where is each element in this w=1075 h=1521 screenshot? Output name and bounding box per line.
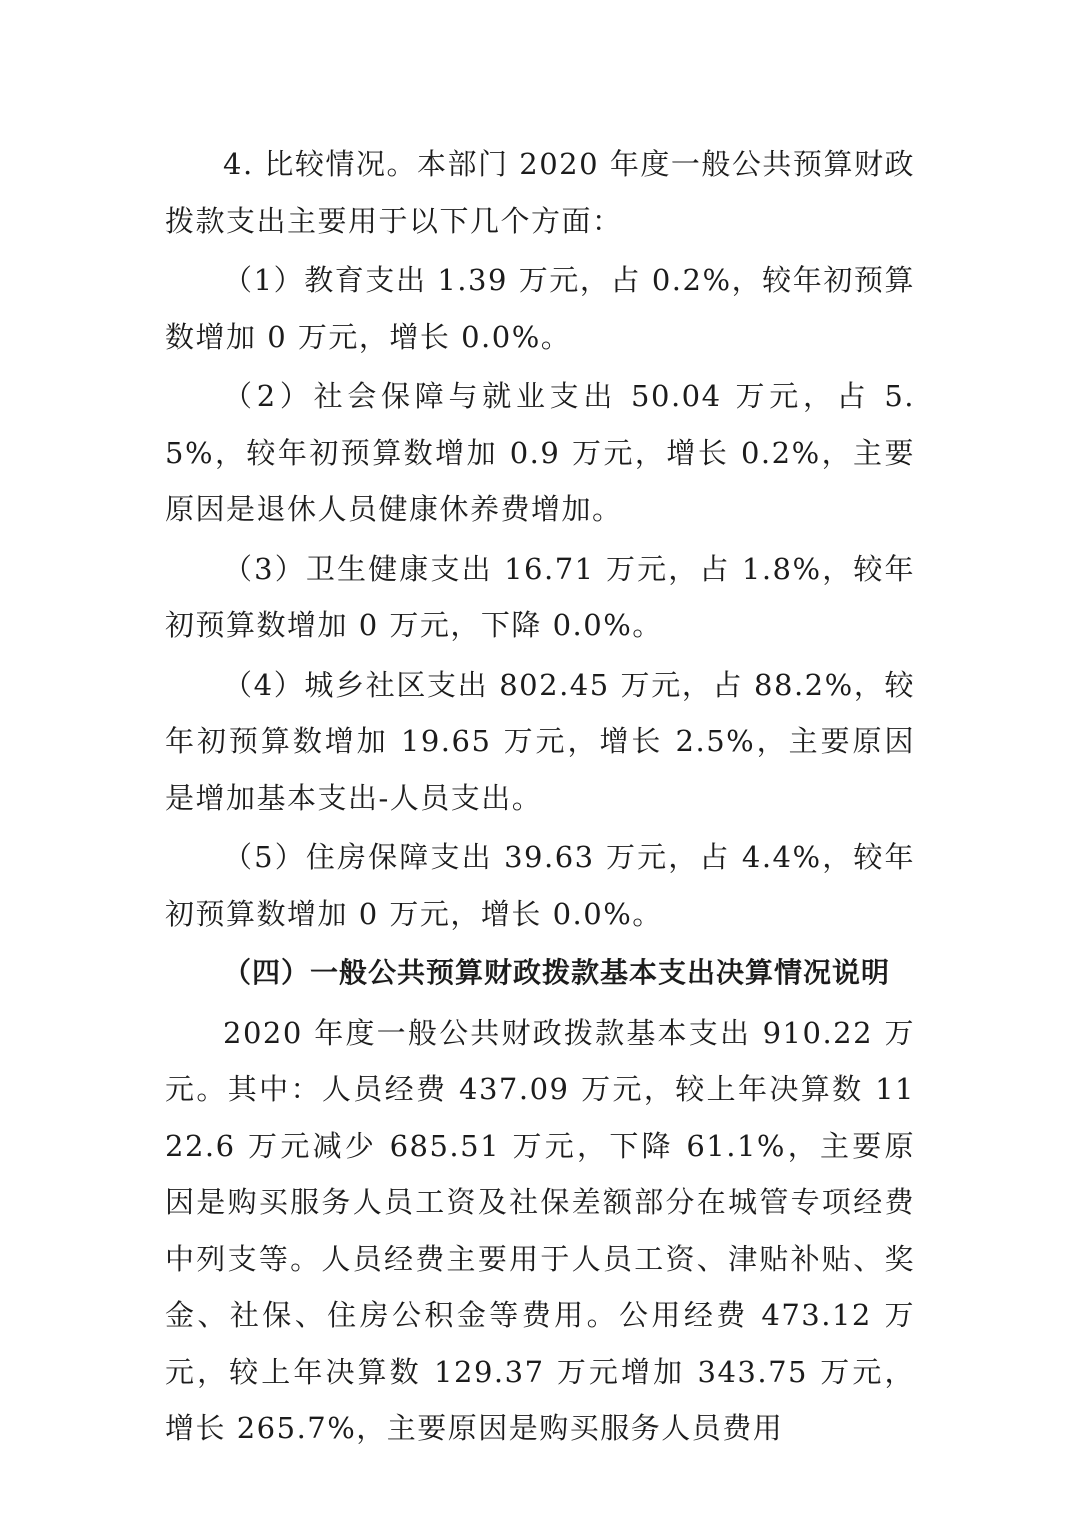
document-body — [165, 136, 915, 1460]
paragraph-social-security-expense: （2）社会保障与就业支出 50.04 万元，占 5.5%，较年初预算数增加 0.9 万元，增长 0.2%，主要原因是退休人员健康休养费增加。 — [165, 379, 915, 526]
paragraph-housing-expense: （5）住房保障支出 39.63 万元，占 4.4%，较年初预算数增加 0 万元，增长 0.0%。 — [165, 840, 915, 931]
paragraph-basic-expense-summary: 2020 年度一般公共财政拨款基本支出 910.22 万元。其中：人员经费 437.09 万元，较上年决算数 1122.6 万元减少 685.51 万元，下降 61.1%，主要原因是购买服务人员工资及社保差额部分在城管专项经费中列支等。人员经费主要用于人员工资、津贴补贴、奖金、社保、住房公积金等费用。公用经费 473.12 万元，较上年决算数 129.37 万元增加 343.75 万元，增长 265.7%，主要原因是购买服务人员费用 — [165, 1015, 915, 1445]
section-heading: （四）一般公共预算财政拨款基本支出决算情况说明 — [223, 956, 891, 989]
paragraph-comparison-intro: 4. 比较情况。本部门 2020 年度一般公共预算财政拨款支出主要用于以下几个方面： — [165, 147, 915, 238]
paragraph-urban-rural-expense: （4）城乡社区支出 802.45 万元，占 88.2%，较年初预算数增加 19.65 万元，增长 2.5%，主要原因是增加基本支出-人员支出。 — [165, 667, 915, 815]
paragraph-health-expense: （3）卫生健康支出 16.71 万元，占 1.8%，较年初预算数增加 0 万元，下降 0.0%。 — [165, 551, 915, 642]
paragraph-education-expense: （1）教育支出 1.39 万元，占 0.2%，较年初预算数增加 0 万元，增长 0.0%。 — [165, 263, 915, 354]
